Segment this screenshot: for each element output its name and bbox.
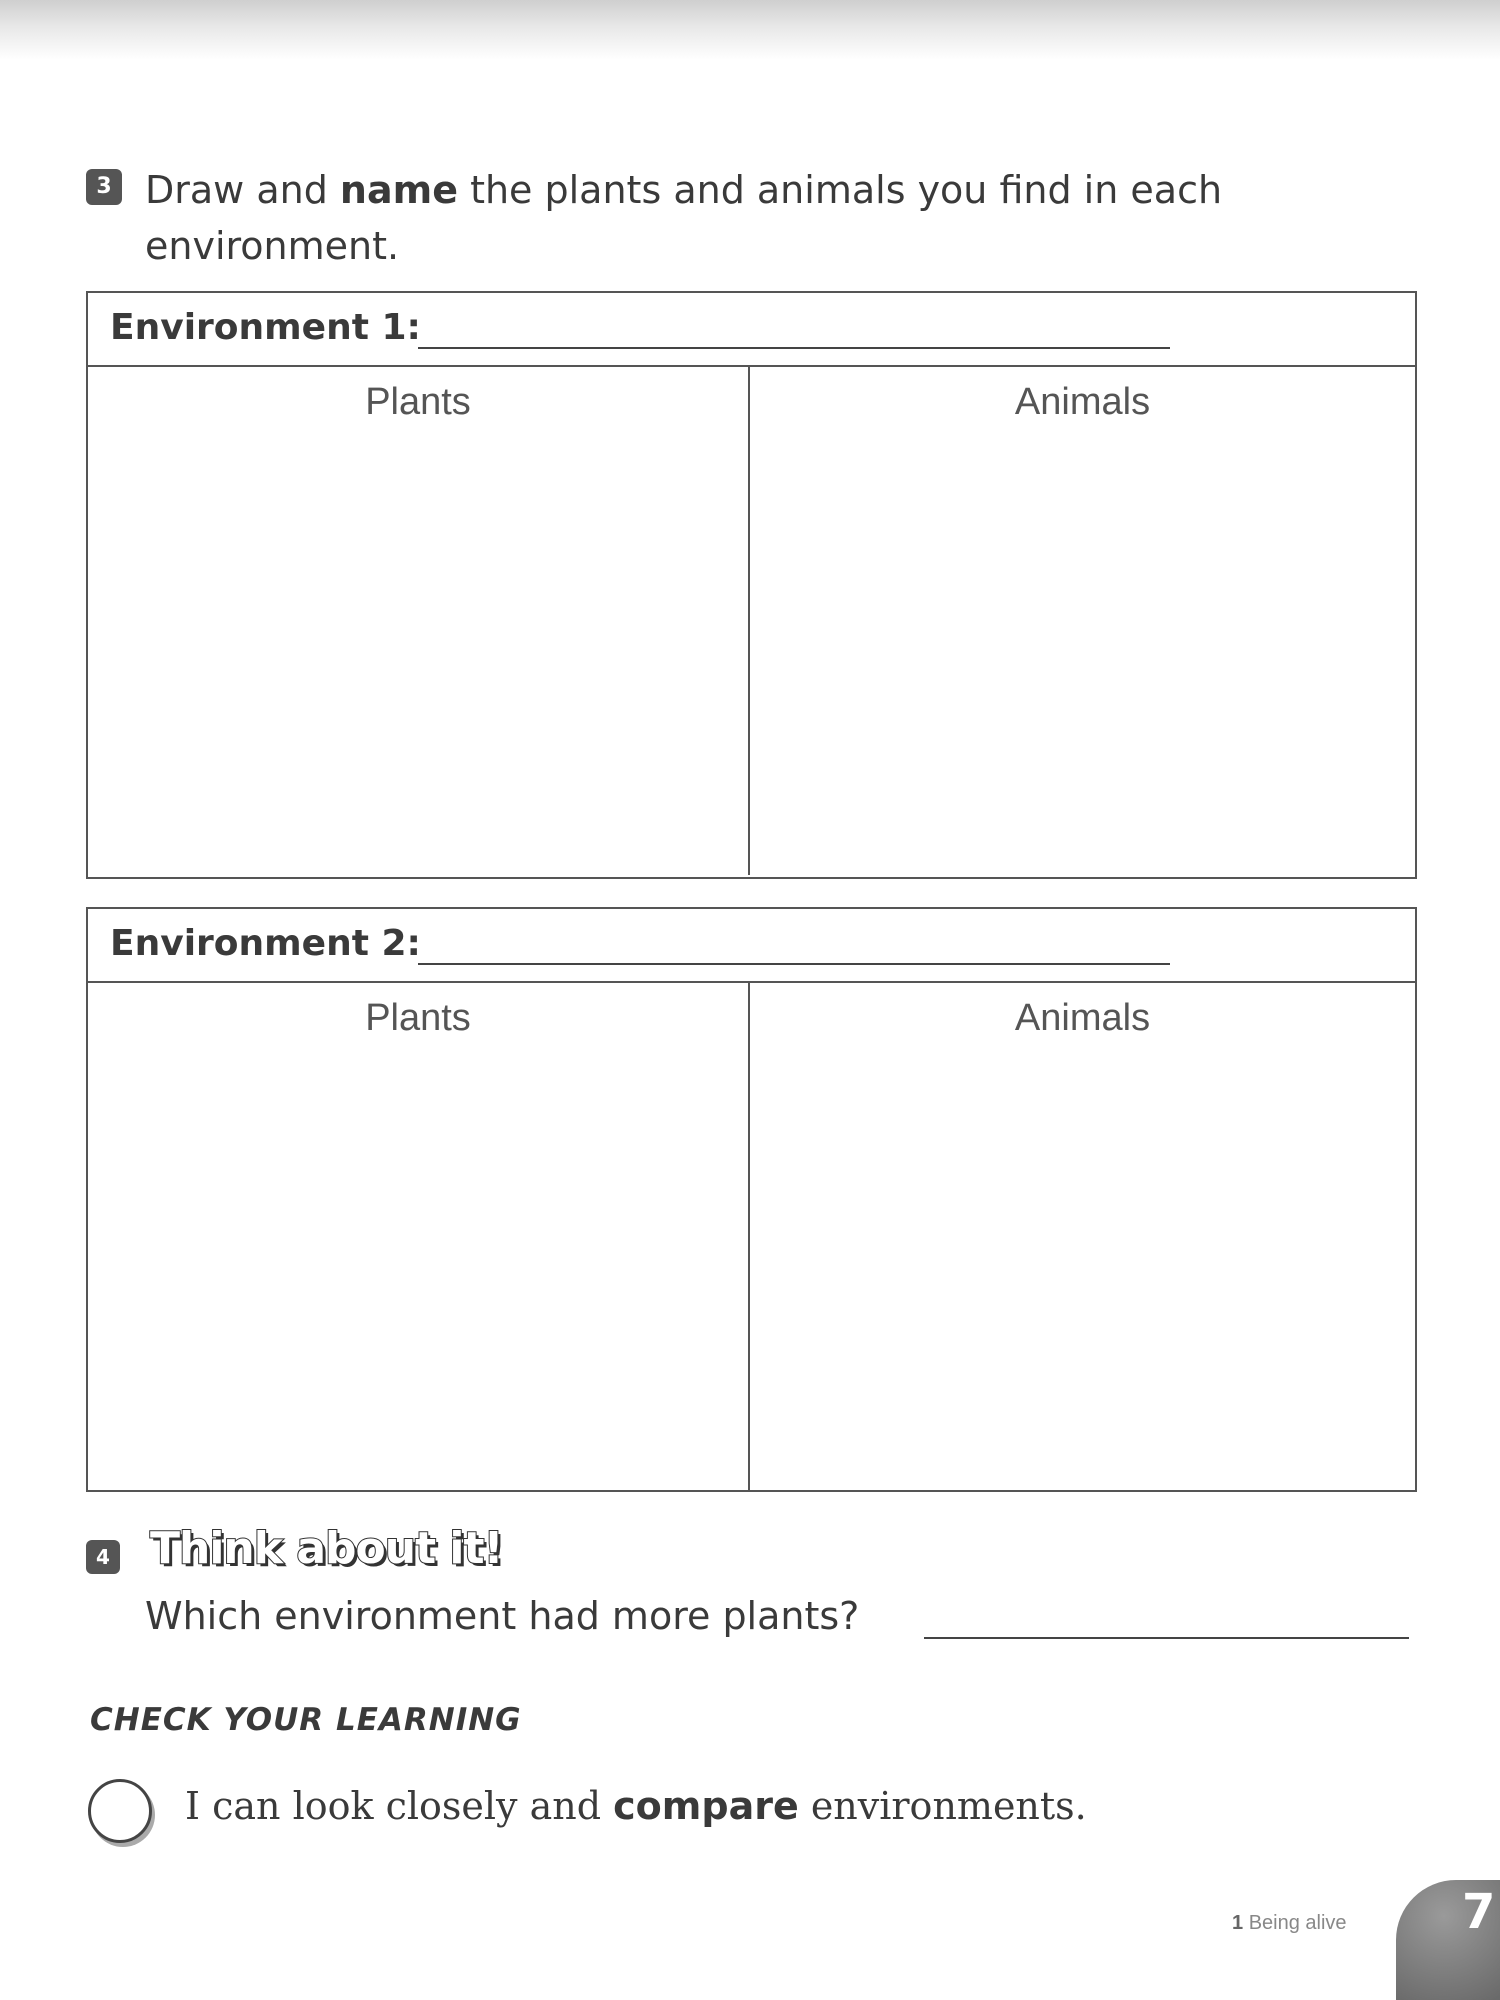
environment-2-label: Environment 2: — [110, 923, 421, 964]
check-statement — [185, 1784, 1087, 1828]
think-about-it-title: Think about it! — [150, 1523, 503, 1574]
environment-1-plants-heading: Plants — [365, 381, 471, 423]
environment-1-name-line[interactable] — [418, 347, 1170, 349]
footer-chapter-title: Being alive — [1248, 1912, 1347, 1934]
environment-2-plants-heading: Plants — [365, 997, 471, 1039]
question-4-badge — [86, 1540, 120, 1574]
check-statement-part2: environments. — [798, 1784, 1087, 1828]
environment-1-plants-area[interactable] — [88, 367, 750, 875]
environment-2-plants-area[interactable] — [88, 983, 750, 1491]
environment-1-header — [88, 293, 1415, 367]
question-3-badge — [86, 169, 122, 205]
check-statement-part1: I can look closely and — [185, 1784, 614, 1828]
question-3-text — [145, 162, 1245, 274]
environment-1-animals-area[interactable] — [750, 367, 1415, 875]
environment-1-table — [86, 291, 1417, 879]
environment-1-animals-heading: Animals — [1014, 381, 1151, 423]
environment-2-body — [88, 983, 1415, 1491]
question-3-text-part1: Draw and — [145, 168, 340, 212]
environment-1-label: Environment 1: — [110, 307, 421, 348]
page-number: 7 — [1462, 1884, 1496, 1940]
check-your-learning-heading: CHECK YOUR LEARNING — [90, 1702, 522, 1738]
environment-2-animals-heading: Animals — [1014, 997, 1151, 1039]
question-3-number: 3 — [96, 174, 112, 199]
environment-2-name-line[interactable] — [418, 963, 1170, 965]
footer-chapter-number: 1 — [1232, 1912, 1244, 1934]
question-4-answer-line[interactable] — [924, 1637, 1409, 1639]
question-4-number: 4 — [96, 1545, 110, 1569]
question-3-text-part2: the plants and animals you find in each environment. — [145, 168, 1223, 268]
environment-2-animals-area[interactable] — [750, 983, 1415, 1491]
question-3-bold-word: name — [339, 168, 458, 212]
self-assessment-checkbox[interactable] — [88, 1779, 152, 1843]
check-statement-bold-word: compare — [613, 1784, 799, 1828]
environment-2-table — [86, 907, 1417, 1492]
page-edge-shadow — [0, 0, 1500, 60]
environment-2-header — [88, 909, 1415, 983]
footer-chapter — [1232, 1912, 1347, 1935]
question-4-prompt: Which environment had more plants? — [145, 1594, 860, 1638]
environment-1-body — [88, 367, 1415, 875]
